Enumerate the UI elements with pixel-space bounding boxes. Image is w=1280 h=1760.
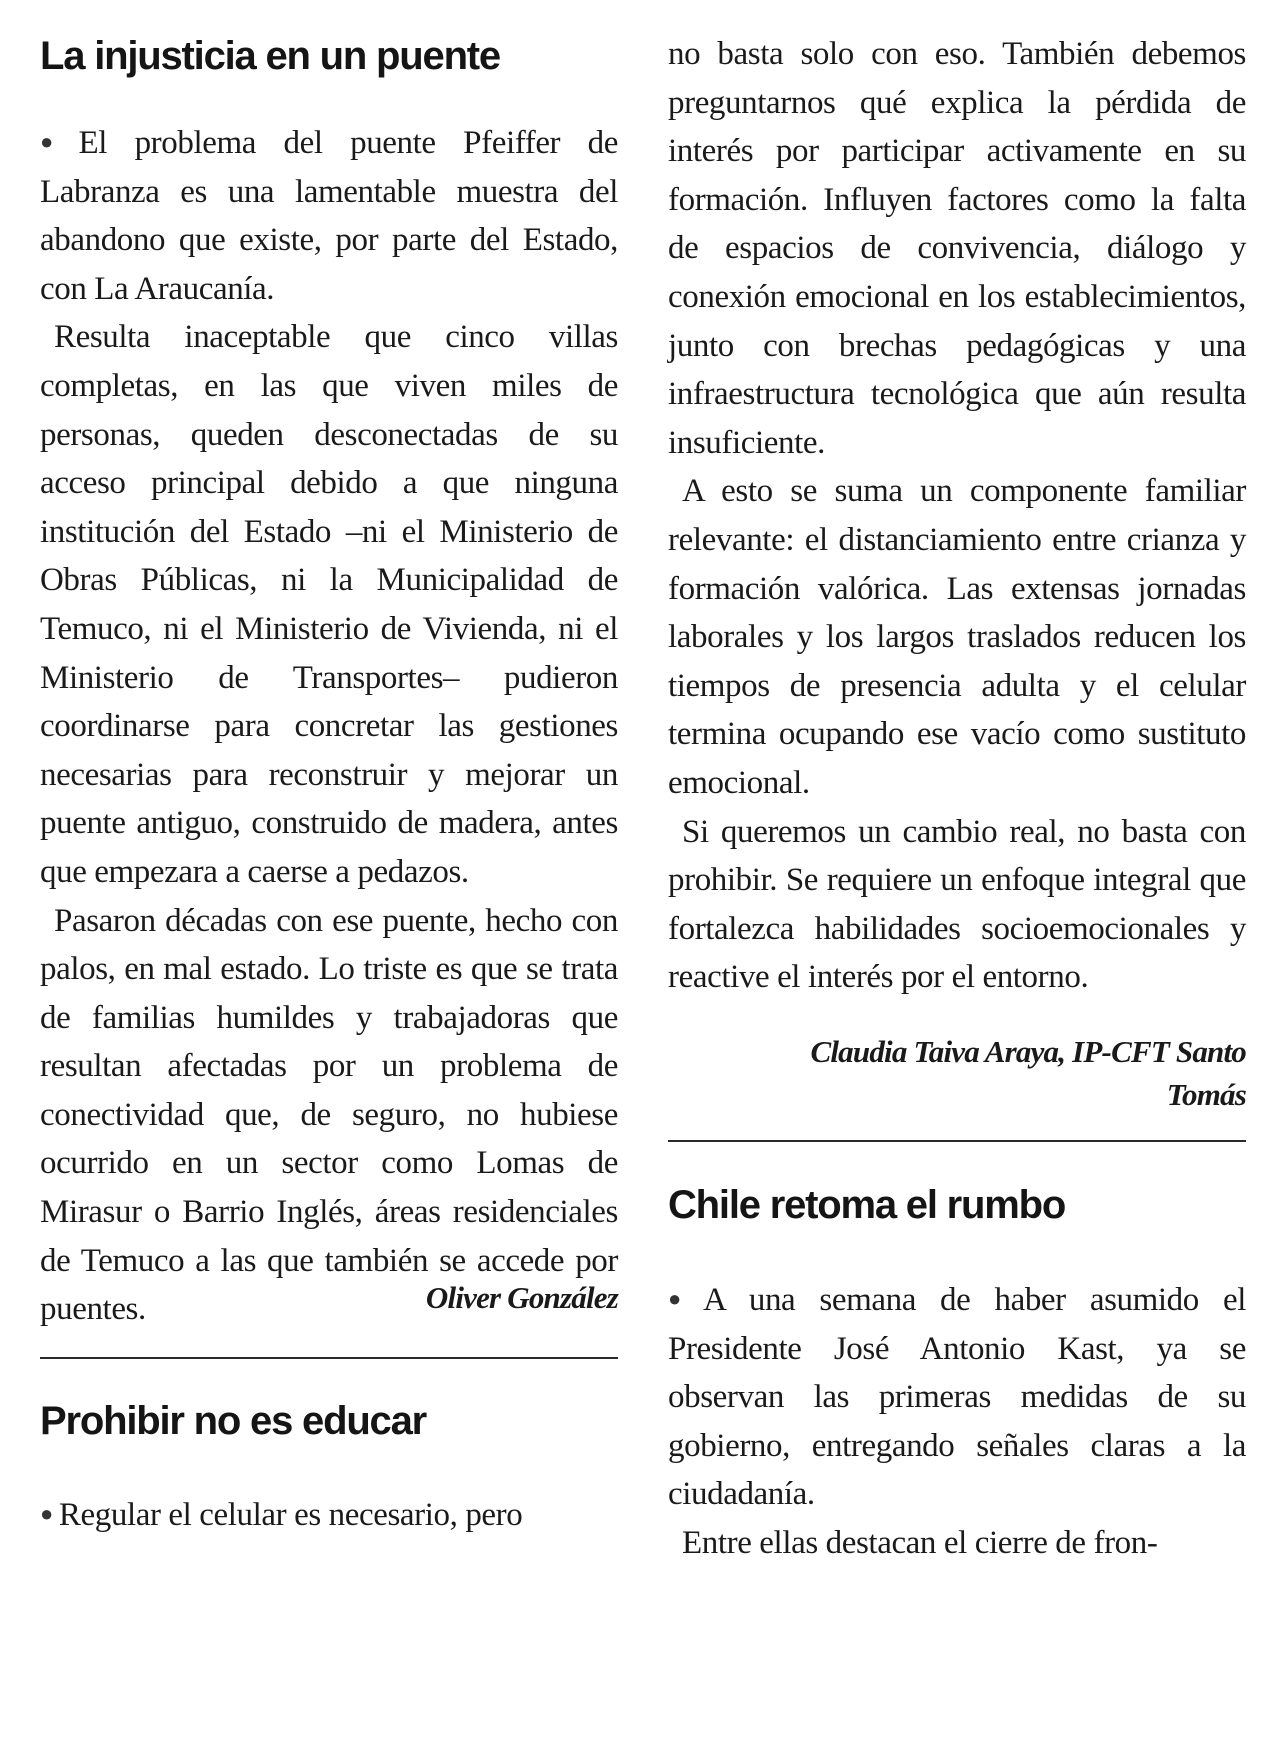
article-divider (668, 1140, 1246, 1142)
article-paragraph: Si queremos un cambio real, no basta con prohibir. Se requiere un enfoque integral que fortalezca habilidades socioemocionales y reactive el interés por el entorno. (668, 813, 1246, 996)
article-paragraph: Pasaron décadas con ese puente, hecho con palos, en mal estado. Lo triste es que se trata de familias humildes y trabajadoras que resultan afectadas por un problema de conectividad que, de seguro, no hubiese ocurrido en un sector como Lomas de Mirasur o Barrio Inglés, áreas residenciales de Temuco a las que también se accede por puentes. (40, 902, 618, 1328)
article-author: Oliver González (425, 1280, 618, 1315)
bullet-icon: ● (668, 1286, 698, 1311)
article-title: Prohibir no es educar (40, 1399, 427, 1443)
article-body (668, 30, 1246, 1002)
bullet-icon: ● (40, 1501, 53, 1526)
article-author: Claudia Taiva Araya, IP-CFT Santo (810, 1034, 1246, 1069)
article-paragraph: ● A una semana de haber asumido el Presidente José Antonio Kast, ya se observan las primeras medidas de su gobierno, entregando señales claras a la ciudadanía. (668, 1282, 1246, 1513)
article-paragraph: Resulta inaceptable que cinco villas completas, en las que viven miles de personas, queden desconectadas de su acceso principal debido a que ninguna institución del Estado –ni el Ministerio de Obras Públicas, ni la Municipalidad de Temuco, ni el Ministerio de Vivienda, ni el Ministerio de Transportes– pudieron coordinarse para concretar las gestiones necesarias para reconstruir y mejorar un puente antiguo, construido de madera, antes que empezara a caerse a pedazos. (40, 319, 618, 890)
bullet-icon: ● (40, 129, 73, 154)
article-title: Chile retoma el rumbo (668, 1183, 1066, 1227)
article-body (668, 1275, 1246, 1568)
article-paragraph: ● Regular el celular es necesario, pero (40, 1497, 523, 1533)
article-paragraph: ● El problema del puente Pfeiffer de Labranza es una lamentable muestra del abandono que existe, por parte del Estado, con La Araucanía. (40, 125, 618, 307)
article-title: La injusticia en un puente (40, 34, 500, 78)
article-author: Tomás (1166, 1077, 1246, 1112)
article-paragraph: Entre ellas destacan el cierre de fron- (682, 1524, 1158, 1561)
article-paragraph: A esto se suma un componente familiar relevante: el distanciamiento entre crianza y formación valórica. Las extensas jornadas laborales y los largos traslados reducen los tiempos de presencia adulta y el celular termina ocupando ese vacío como sustituto emocional. (668, 473, 1246, 801)
article-body (40, 118, 618, 1334)
article-paragraph-continued: no basta solo con eso. También debemos preguntarnos qué explica la pérdida de interés por participar activamente en su formación. Influyen factores como la falta de espacios de convivencia, diálogo y conexión emocional en los establecimientos, junto con brechas pedagógicas y una infraestructura tecnológica que aún resulta insuficiente. (668, 36, 1246, 461)
article-divider (40, 1357, 618, 1359)
